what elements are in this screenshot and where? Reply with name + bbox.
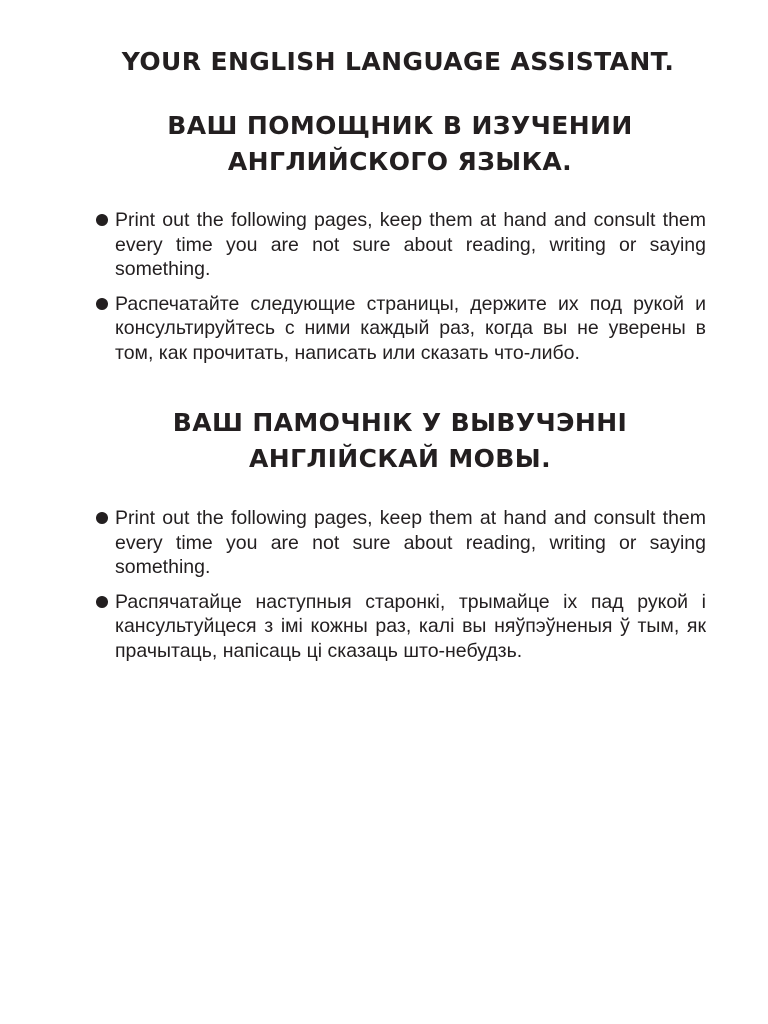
page-title: YOUR ENGLISH LANGUAGE ASSISTANT.: [121, 47, 675, 76]
bullet-icon: [96, 214, 108, 226]
bullet-icon: [96, 596, 108, 608]
list-item-text: Распечатайте следующие страницы, держите их под рукой и консультируйтесь с ними каждый раз, когда вы не уверены в том, как прочитать, написать или сказать что-либо.: [115, 292, 706, 364]
list-item: [94, 506, 706, 580]
section-heading-line: ВАШ ПАМОЧНІК У ВЫВУЧЭННІ: [172, 408, 628, 437]
list-item-text: Print out the following pages, keep them at hand and consult them every time you are not sure about reading, writing or saying something.: [115, 507, 706, 578]
section-heading-line: ВАШ ПОМОЩНИК В ИЗУЧЕНИИ: [167, 111, 633, 140]
list-item-text: Распячатайце наступныя старонкі, трымайце іх пад рукой і кансультуйцеся з імі кожны раз, калі вы няўпэўненыя ў тым, як прачытаць, напісаць ці сказаць што-небудзь.: [115, 590, 706, 662]
list-item: [94, 208, 706, 282]
section-heading-line: АНГЛИЙСКОГО ЯЗЫКА.: [227, 147, 573, 176]
bullet-icon: [96, 512, 108, 524]
bullet-list-russian: [94, 208, 706, 365]
list-item-text: Print out the following pages, keep them at hand and consult them every time you are not sure about reading, writing or saying something.: [115, 209, 706, 280]
bullet-list-belarusian: [94, 506, 706, 663]
bullet-icon: [96, 298, 108, 310]
section-heading-russian: [94, 108, 706, 180]
list-item: [94, 590, 706, 664]
section-heading-belarusian: [94, 405, 706, 477]
section-heading-line: АНГЛІЙСКАЙ МОВЫ.: [249, 444, 551, 473]
list-item: [94, 292, 706, 366]
